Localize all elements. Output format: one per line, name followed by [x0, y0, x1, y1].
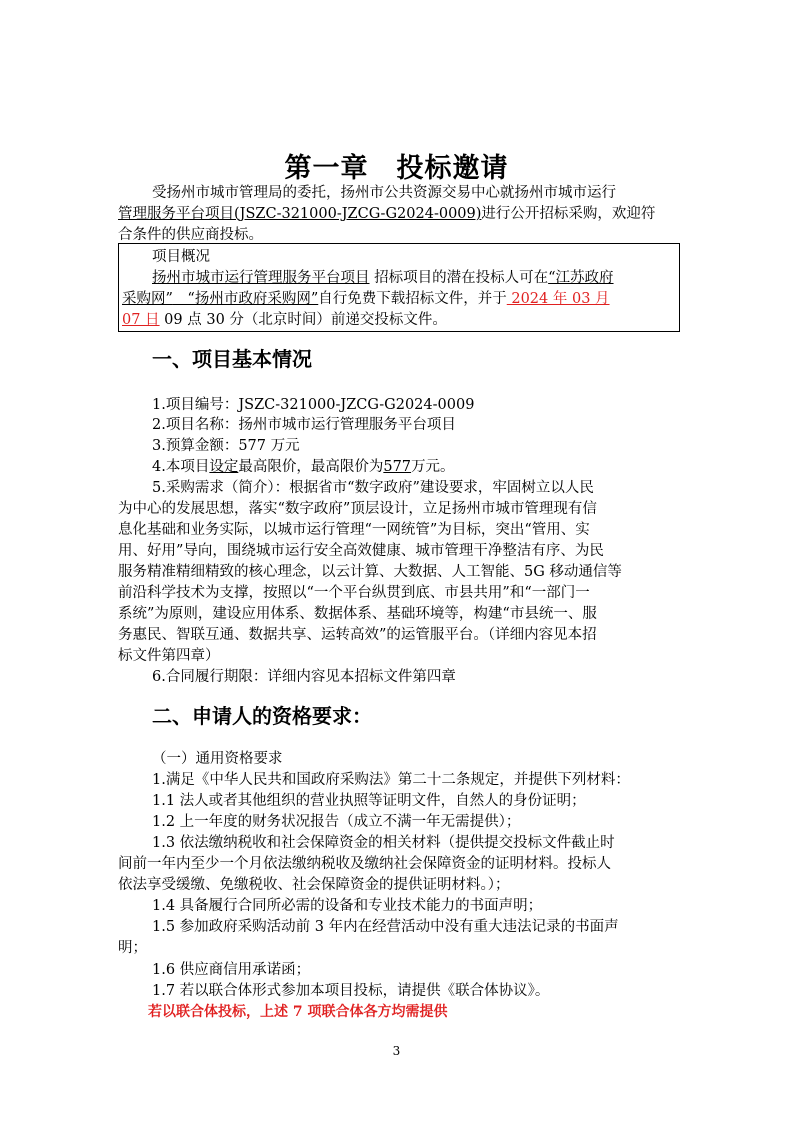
intro-line-1: 受扬州市城市管理局的委托，扬州市公共资源交易中心就扬州市城市运行 — [152, 185, 616, 201]
item-budget: 3.预算金额：577 万元 — [152, 438, 300, 454]
item-requirement-line: 务惠民、智联互通、数据共享、运转高效”的运管服平台。（详细内容见本招 — [118, 627, 597, 643]
requirement-1-3-line: 1.3 依法缴纳税收和社会保障资金的相关材料（提供提交投标文件截止时 — [152, 835, 615, 851]
intro-line-2-rest: 进行公开招标采购，欢迎符 — [481, 206, 656, 222]
item-requirement-line: 服务精准精细精致的核心理念，以云计算、大数据、人工智能、5G 移动通信等 — [118, 564, 622, 580]
overview-line-1 — [152, 268, 614, 289]
item-requirement-line: 标文件第四章） — [118, 648, 220, 664]
requirement-1-3-line: 依法享受缓缴、免缴税收、社会保障资金的提供证明材料。）； — [118, 877, 510, 893]
intro-line-3: 合条件的供应商投标。 — [118, 227, 263, 243]
overview-line-3 — [122, 310, 447, 331]
item-max-price-c: 最高限价，最高限价为 — [238, 459, 384, 475]
item-max-price-a: 4.本项目 — [152, 459, 210, 475]
jiangsu-procurement-site: “江苏政府 — [548, 270, 614, 286]
overview-text: 招标项目的潜在投标人可在 — [369, 270, 549, 286]
item-max-price — [152, 457, 455, 478]
item-requirement-line: 用、好用”导向，围绕城市运行安全高效健康、城市管理干净整洁有序、为民 — [118, 543, 604, 559]
project-name-code: 管理服务平台项目(JSZC-321000-JZCG-G2024-0009) — [118, 206, 482, 222]
deadline-time: 09 点 30 分（北京时间）前递交投标文件。 — [159, 312, 447, 328]
yangzhou-procurement-site: “扬州市政府采购网” — [172, 291, 319, 307]
item-max-price-b: 设定 — [209, 459, 239, 475]
requirement-1-3-line: 间前一年内至少一个月依法缴纳税收及缴纳社会保障资金的证明材料。投标人 — [118, 856, 611, 872]
overview-download-text: 自行免费下载招标文件，并于 — [318, 291, 507, 307]
overview-heading: 项目概况 — [152, 249, 210, 265]
overview-project-name: 扬州市城市运行管理服务平台项目 — [152, 270, 370, 286]
section-2-heading: 二、申请人的资格要求： — [152, 704, 372, 728]
jiangsu-procurement-site-cont: 采购网” — [122, 291, 173, 307]
requirement-1-1: 1.1 法人或者其他组织的营业执照等证明文件，自然人的身份证明； — [152, 793, 586, 809]
requirement-1-6: 1.6 供应商信用承诺函； — [152, 962, 311, 978]
requirement-1-4: 1.4 具备履行合同所必需的设备和专业技术能力的书面声明； — [152, 898, 543, 914]
item-max-price-e: 万元。 — [411, 459, 455, 475]
requirement-1-5-line: 明； — [118, 940, 147, 956]
section-1-heading: 一、项目基本情况 — [152, 347, 312, 371]
requirement-1: 1.满足《中华人民共和国政府采购法》第二十二条规定，并提供下列材料： — [152, 772, 630, 788]
item-project-code: 1.项目编号：JSZC-321000-JZCG-G2024-0009 — [152, 397, 475, 413]
deadline-day: 07 日 — [122, 312, 160, 328]
item-requirement-line: 5.采购需求（简介）：根据省市“数字政府”建设要求，牢固树立以人民 — [152, 480, 594, 496]
item-project-name: 2.项目名称：扬州市城市运行管理服务平台项目 — [152, 417, 456, 433]
intro-line-2 — [118, 204, 655, 225]
item-contract-period: 6.合同履行期限：详细内容见本招标文件第四章 — [152, 669, 456, 685]
deadline-date: 2024 年 03 月 — [506, 291, 610, 307]
requirement-1-5-line: 1.5 参加政府采购活动前 3 年内在经营活动中没有重大违法记录的书面声 — [152, 919, 619, 935]
item-max-price-value: 577 — [383, 459, 412, 475]
page-number: 3 — [392, 1044, 401, 1058]
overview-line-2 — [122, 289, 610, 310]
chapter-title: 第一章 投标邀请 — [284, 153, 509, 184]
item-requirement-line: 息化基础和业务实际，以城市运行管理“一网统管”为目标，突出“管用、实 — [118, 522, 590, 538]
item-requirement-line: 系统”为原则，建设应用体系、数据体系、基础环境等，构建“市县统一、服 — [118, 606, 597, 622]
requirement-1-2: 1.2 上一年度的财务状况报告（成立不满一年无需提供）； — [152, 814, 521, 830]
item-requirement-line: 前沿科学技术为支撑，按照以“一个平台纵贯到底、市县共用”和“一部门一 — [118, 585, 590, 601]
joint-bid-note: 若以联合体投标，上述 7 项联合体各方均需提供 — [148, 1004, 448, 1020]
requirement-1-7: 1.7 若以联合体形式参加本项目投标，请提供《联合体协议》。 — [152, 983, 550, 999]
item-requirement-line: 为中心的发展思想，落实“数字政府”顶层设计，立足扬州市城市管理现有信 — [118, 501, 597, 517]
general-requirements-heading: （一）通用资格要求 — [152, 751, 283, 767]
